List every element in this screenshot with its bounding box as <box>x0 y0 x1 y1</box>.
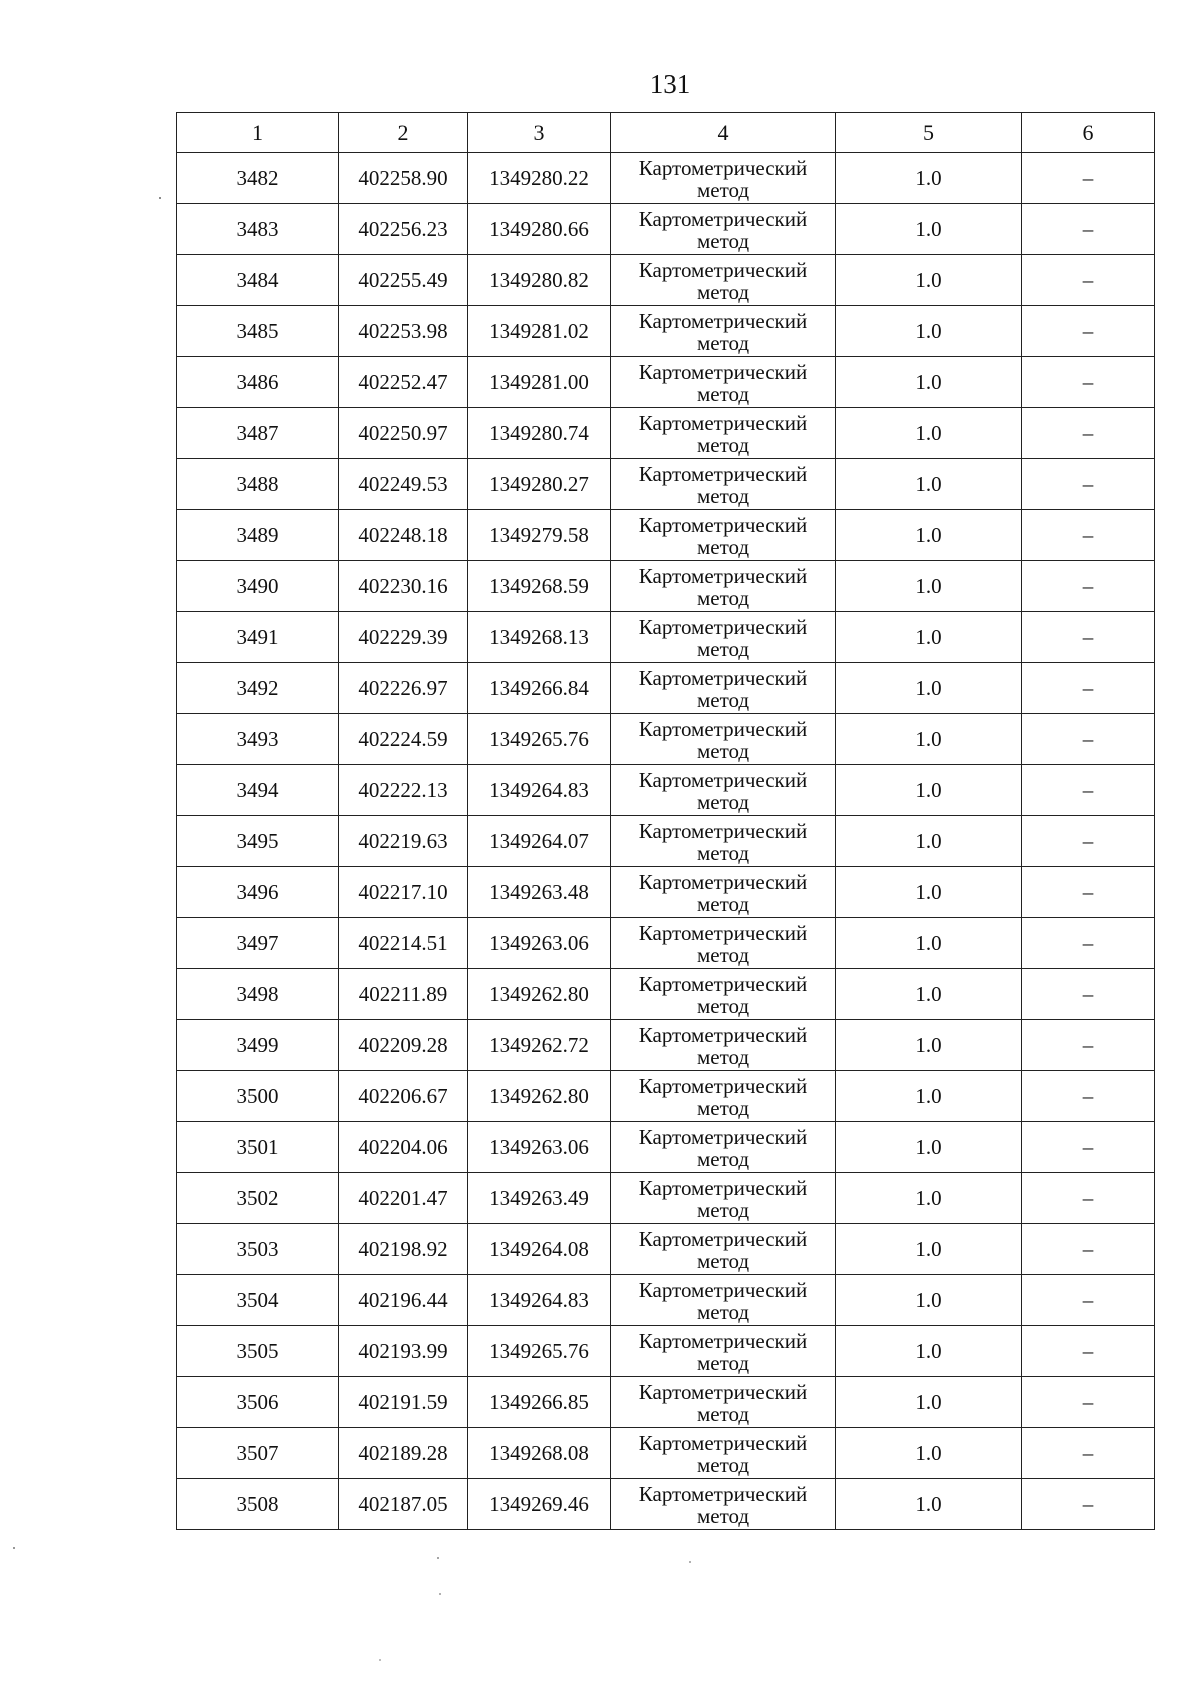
point-number-cell: 3492 <box>177 663 339 714</box>
note-cell: – <box>1022 969 1155 1020</box>
method-cell <box>611 1428 836 1479</box>
point-number-cell: 3506 <box>177 1377 339 1428</box>
method-line-2: метод <box>696 1197 750 1222</box>
note-cell: – <box>1022 1377 1155 1428</box>
point-number-cell: 3486 <box>177 357 339 408</box>
table-row <box>177 1479 1155 1530</box>
method-line-2: метод <box>696 534 750 559</box>
method-line-2: метод <box>696 1350 750 1375</box>
point-number-cell: 3485 <box>177 306 339 357</box>
method-line-2: метод <box>696 228 750 253</box>
method-line-1: Картометрический <box>638 1175 808 1200</box>
y-coordinate-cell: 1349280.82 <box>468 255 611 306</box>
method-cell <box>611 765 836 816</box>
accuracy-cell: 1.0 <box>836 510 1022 561</box>
note-cell: – <box>1022 255 1155 306</box>
table-row <box>177 510 1155 561</box>
method-cell <box>611 816 836 867</box>
point-number-cell: 3496 <box>177 867 339 918</box>
x-coordinate-cell: 402193.99 <box>339 1326 468 1377</box>
y-coordinate-cell: 1349263.06 <box>468 1122 611 1173</box>
method-cell <box>611 1275 836 1326</box>
y-coordinate-cell: 1349262.80 <box>468 969 611 1020</box>
y-coordinate-cell: 1349280.27 <box>468 459 611 510</box>
method-cell <box>611 867 836 918</box>
method-line-2: метод <box>696 279 750 304</box>
accuracy-cell: 1.0 <box>836 1326 1022 1377</box>
column-header-2: 2 <box>339 113 468 153</box>
method-line-1: Картометрический <box>638 1430 808 1455</box>
point-number-cell: 3505 <box>177 1326 339 1377</box>
column-header-1: 1 <box>177 113 339 153</box>
accuracy-cell: 1.0 <box>836 867 1022 918</box>
method-line-2: метод <box>696 636 750 661</box>
method-cell <box>611 1326 836 1377</box>
accuracy-cell: 1.0 <box>836 408 1022 459</box>
point-number-cell: 3494 <box>177 765 339 816</box>
x-coordinate-cell: 402187.05 <box>339 1479 468 1530</box>
note-cell: – <box>1022 663 1155 714</box>
x-coordinate-cell: 402255.49 <box>339 255 468 306</box>
note-cell: – <box>1022 408 1155 459</box>
column-header-6: 6 <box>1022 113 1155 153</box>
y-coordinate-cell: 1349280.66 <box>468 204 611 255</box>
note-cell: – <box>1022 1428 1155 1479</box>
method-line-1: Картометрический <box>638 1277 808 1302</box>
x-coordinate-cell: 402214.51 <box>339 918 468 969</box>
note-cell: – <box>1022 714 1155 765</box>
y-coordinate-cell: 1349266.84 <box>468 663 611 714</box>
method-line-1: Картометрический <box>638 818 808 843</box>
note-cell: – <box>1022 459 1155 510</box>
method-line-1: Картометрический <box>638 1124 808 1149</box>
point-number-cell: 3501 <box>177 1122 339 1173</box>
x-coordinate-cell: 402198.92 <box>339 1224 468 1275</box>
point-number-cell: 3491 <box>177 612 339 663</box>
y-coordinate-cell: 1349268.13 <box>468 612 611 663</box>
y-coordinate-cell: 1349281.02 <box>468 306 611 357</box>
table-row <box>177 1275 1155 1326</box>
method-line-1: Картометрический <box>638 1073 808 1098</box>
accuracy-cell: 1.0 <box>836 459 1022 510</box>
note-cell: – <box>1022 1326 1155 1377</box>
method-line-1: Картометрический <box>638 767 808 792</box>
x-coordinate-cell: 402201.47 <box>339 1173 468 1224</box>
accuracy-cell: 1.0 <box>836 1224 1022 1275</box>
method-cell <box>611 969 836 1020</box>
method-line-1: Картометрический <box>638 563 808 588</box>
x-coordinate-cell: 402217.10 <box>339 867 468 918</box>
method-line-1: Картометрический <box>638 1022 808 1047</box>
note-cell: – <box>1022 1173 1155 1224</box>
point-number-cell: 3508 <box>177 1479 339 1530</box>
method-line-1: Картометрический <box>638 1226 808 1251</box>
coordinates-table <box>176 112 1155 1530</box>
point-number-cell: 3489 <box>177 510 339 561</box>
method-line-2: метод <box>696 1452 750 1477</box>
x-coordinate-cell: 402252.47 <box>339 357 468 408</box>
y-coordinate-cell: 1349264.83 <box>468 1275 611 1326</box>
point-number-cell: 3495 <box>177 816 339 867</box>
table-row <box>177 612 1155 663</box>
point-number-cell: 3503 <box>177 1224 339 1275</box>
method-line-1: Картометрический <box>638 716 808 741</box>
method-line-1: Картометрический <box>638 155 808 180</box>
table-body <box>177 153 1155 1530</box>
method-line-2: метод <box>696 789 750 814</box>
table-row <box>177 561 1155 612</box>
method-line-2: метод <box>696 891 750 916</box>
method-line-1: Картометрический <box>638 1379 808 1404</box>
accuracy-cell: 1.0 <box>836 816 1022 867</box>
note-cell: – <box>1022 816 1155 867</box>
x-coordinate-cell: 402253.98 <box>339 306 468 357</box>
method-line-2: метод <box>696 738 750 763</box>
method-cell <box>611 1479 836 1530</box>
method-cell <box>611 1020 836 1071</box>
method-cell <box>611 561 836 612</box>
x-coordinate-cell: 402226.97 <box>339 663 468 714</box>
table-row <box>177 663 1155 714</box>
point-number-cell: 3484 <box>177 255 339 306</box>
method-cell <box>611 153 836 204</box>
method-line-2: метод <box>696 381 750 406</box>
y-coordinate-cell: 1349269.46 <box>468 1479 611 1530</box>
accuracy-cell: 1.0 <box>836 612 1022 663</box>
table-row <box>177 306 1155 357</box>
note-cell: – <box>1022 1275 1155 1326</box>
y-coordinate-cell: 1349266.85 <box>468 1377 611 1428</box>
y-coordinate-cell: 1349281.00 <box>468 357 611 408</box>
x-coordinate-cell: 402224.59 <box>339 714 468 765</box>
point-number-cell: 3488 <box>177 459 339 510</box>
method-line-2: метод <box>696 330 750 355</box>
table-row <box>177 1173 1155 1224</box>
table-row <box>177 765 1155 816</box>
method-line-1: Картометрический <box>638 461 808 486</box>
accuracy-cell: 1.0 <box>836 1479 1022 1530</box>
column-header-4: 4 <box>611 113 836 153</box>
method-cell <box>611 357 836 408</box>
y-coordinate-cell: 1349263.06 <box>468 918 611 969</box>
table-row <box>177 153 1155 204</box>
method-line-2: метод <box>696 1503 750 1528</box>
x-coordinate-cell: 402211.89 <box>339 969 468 1020</box>
table-row <box>177 867 1155 918</box>
method-line-2: метод <box>696 1146 750 1171</box>
y-coordinate-cell: 1349265.76 <box>468 714 611 765</box>
y-coordinate-cell: 1349268.08 <box>468 1428 611 1479</box>
method-line-1: Картометрический <box>638 206 808 231</box>
x-coordinate-cell: 402222.13 <box>339 765 468 816</box>
method-line-2: метод <box>696 432 750 457</box>
accuracy-cell: 1.0 <box>836 306 1022 357</box>
table-row <box>177 714 1155 765</box>
method-line-2: метод <box>696 1044 750 1069</box>
accuracy-cell: 1.0 <box>836 357 1022 408</box>
point-number-cell: 3487 <box>177 408 339 459</box>
accuracy-cell: 1.0 <box>836 1377 1022 1428</box>
note-cell: – <box>1022 1479 1155 1530</box>
x-coordinate-cell: 402189.28 <box>339 1428 468 1479</box>
method-cell <box>611 1173 836 1224</box>
method-line-1: Картометрический <box>638 257 808 282</box>
method-line-1: Картометрический <box>638 665 808 690</box>
accuracy-cell: 1.0 <box>836 204 1022 255</box>
point-number-cell: 3498 <box>177 969 339 1020</box>
table-row <box>177 969 1155 1020</box>
method-line-2: метод <box>696 177 750 202</box>
note-cell: – <box>1022 1020 1155 1071</box>
y-coordinate-cell: 1349268.59 <box>468 561 611 612</box>
x-coordinate-cell: 402250.97 <box>339 408 468 459</box>
point-number-cell: 3502 <box>177 1173 339 1224</box>
method-cell <box>611 255 836 306</box>
note-cell: – <box>1022 1122 1155 1173</box>
note-cell: – <box>1022 867 1155 918</box>
table-row <box>177 204 1155 255</box>
table-row <box>177 408 1155 459</box>
column-header-3: 3 <box>468 113 611 153</box>
x-coordinate-cell: 402229.39 <box>339 612 468 663</box>
column-header-5: 5 <box>836 113 1022 153</box>
y-coordinate-cell: 1349263.48 <box>468 867 611 918</box>
method-cell <box>611 1122 836 1173</box>
method-line-2: метод <box>696 1095 750 1120</box>
accuracy-cell: 1.0 <box>836 714 1022 765</box>
y-coordinate-cell: 1349263.49 <box>468 1173 611 1224</box>
method-cell <box>611 459 836 510</box>
accuracy-cell: 1.0 <box>836 1428 1022 1479</box>
x-coordinate-cell: 402191.59 <box>339 1377 468 1428</box>
table-row <box>177 459 1155 510</box>
x-coordinate-cell: 402204.06 <box>339 1122 468 1173</box>
y-coordinate-cell: 1349264.83 <box>468 765 611 816</box>
point-number-cell: 3493 <box>177 714 339 765</box>
point-number-cell: 3497 <box>177 918 339 969</box>
y-coordinate-cell: 1349279.58 <box>468 510 611 561</box>
note-cell: – <box>1022 765 1155 816</box>
method-line-2: метод <box>696 1401 750 1426</box>
accuracy-cell: 1.0 <box>836 765 1022 816</box>
accuracy-cell: 1.0 <box>836 1275 1022 1326</box>
y-coordinate-cell: 1349262.72 <box>468 1020 611 1071</box>
table-row <box>177 1122 1155 1173</box>
table-row <box>177 255 1155 306</box>
accuracy-cell: 1.0 <box>836 561 1022 612</box>
table-row <box>177 1020 1155 1071</box>
method-line-1: Картометрический <box>638 359 808 384</box>
x-coordinate-cell: 402248.18 <box>339 510 468 561</box>
y-coordinate-cell: 1349264.08 <box>468 1224 611 1275</box>
method-cell <box>611 714 836 765</box>
method-cell <box>611 612 836 663</box>
accuracy-cell: 1.0 <box>836 969 1022 1020</box>
method-line-1: Картометрический <box>638 512 808 537</box>
point-number-cell: 3507 <box>177 1428 339 1479</box>
method-cell <box>611 510 836 561</box>
method-line-1: Картометрический <box>638 614 808 639</box>
table-row <box>177 816 1155 867</box>
table-row <box>177 1224 1155 1275</box>
y-coordinate-cell: 1349265.76 <box>468 1326 611 1377</box>
note-cell: – <box>1022 153 1155 204</box>
point-number-cell: 3490 <box>177 561 339 612</box>
table-row <box>177 1326 1155 1377</box>
accuracy-cell: 1.0 <box>836 1173 1022 1224</box>
note-cell: – <box>1022 204 1155 255</box>
accuracy-cell: 1.0 <box>836 663 1022 714</box>
method-line-2: метод <box>696 1248 750 1273</box>
note-cell: – <box>1022 612 1155 663</box>
note-cell: – <box>1022 306 1155 357</box>
header-row <box>177 113 1155 153</box>
x-coordinate-cell: 402209.28 <box>339 1020 468 1071</box>
note-cell: – <box>1022 1224 1155 1275</box>
method-cell <box>611 918 836 969</box>
y-coordinate-cell: 1349262.80 <box>468 1071 611 1122</box>
method-line-2: метод <box>696 840 750 865</box>
point-number-cell: 3483 <box>177 204 339 255</box>
method-line-2: метод <box>696 483 750 508</box>
method-line-2: метод <box>696 993 750 1018</box>
accuracy-cell: 1.0 <box>836 153 1022 204</box>
method-line-1: Картометрический <box>638 920 808 945</box>
method-cell <box>611 1377 836 1428</box>
method-line-2: метод <box>696 687 750 712</box>
table-header <box>177 113 1155 153</box>
accuracy-cell: 1.0 <box>836 918 1022 969</box>
point-number-cell: 3504 <box>177 1275 339 1326</box>
accuracy-cell: 1.0 <box>836 1122 1022 1173</box>
table-row <box>177 1377 1155 1428</box>
method-line-1: Картометрический <box>638 869 808 894</box>
y-coordinate-cell: 1349280.74 <box>468 408 611 459</box>
note-cell: – <box>1022 561 1155 612</box>
note-cell: – <box>1022 1071 1155 1122</box>
method-line-2: метод <box>696 585 750 610</box>
x-coordinate-cell: 402230.16 <box>339 561 468 612</box>
table-row <box>177 357 1155 408</box>
accuracy-cell: 1.0 <box>836 1071 1022 1122</box>
table-row <box>177 918 1155 969</box>
method-line-1: Картометрический <box>638 410 808 435</box>
point-number-cell: 3482 <box>177 153 339 204</box>
method-cell <box>611 306 836 357</box>
table-row <box>177 1071 1155 1122</box>
accuracy-cell: 1.0 <box>836 255 1022 306</box>
page-number: 131 <box>649 69 691 99</box>
note-cell: – <box>1022 918 1155 969</box>
point-number-cell: 3499 <box>177 1020 339 1071</box>
method-line-2: метод <box>696 942 750 967</box>
note-cell: – <box>1022 357 1155 408</box>
note-cell: – <box>1022 510 1155 561</box>
x-coordinate-cell: 402249.53 <box>339 459 468 510</box>
y-coordinate-cell: 1349280.22 <box>468 153 611 204</box>
method-line-1: Картометрический <box>638 1328 808 1353</box>
point-number-cell: 3500 <box>177 1071 339 1122</box>
accuracy-cell: 1.0 <box>836 1020 1022 1071</box>
x-coordinate-cell: 402256.23 <box>339 204 468 255</box>
x-coordinate-cell: 402196.44 <box>339 1275 468 1326</box>
y-coordinate-cell: 1349264.07 <box>468 816 611 867</box>
method-cell <box>611 663 836 714</box>
method-line-1: Картометрический <box>638 1481 808 1506</box>
x-coordinate-cell: 402258.90 <box>339 153 468 204</box>
method-cell <box>611 408 836 459</box>
method-cell <box>611 204 836 255</box>
table-row <box>177 1428 1155 1479</box>
method-line-1: Картометрический <box>638 971 808 996</box>
method-cell <box>611 1071 836 1122</box>
method-cell <box>611 1224 836 1275</box>
x-coordinate-cell: 402206.67 <box>339 1071 468 1122</box>
method-line-2: метод <box>696 1299 750 1324</box>
x-coordinate-cell: 402219.63 <box>339 816 468 867</box>
method-line-1: Картометрический <box>638 308 808 333</box>
